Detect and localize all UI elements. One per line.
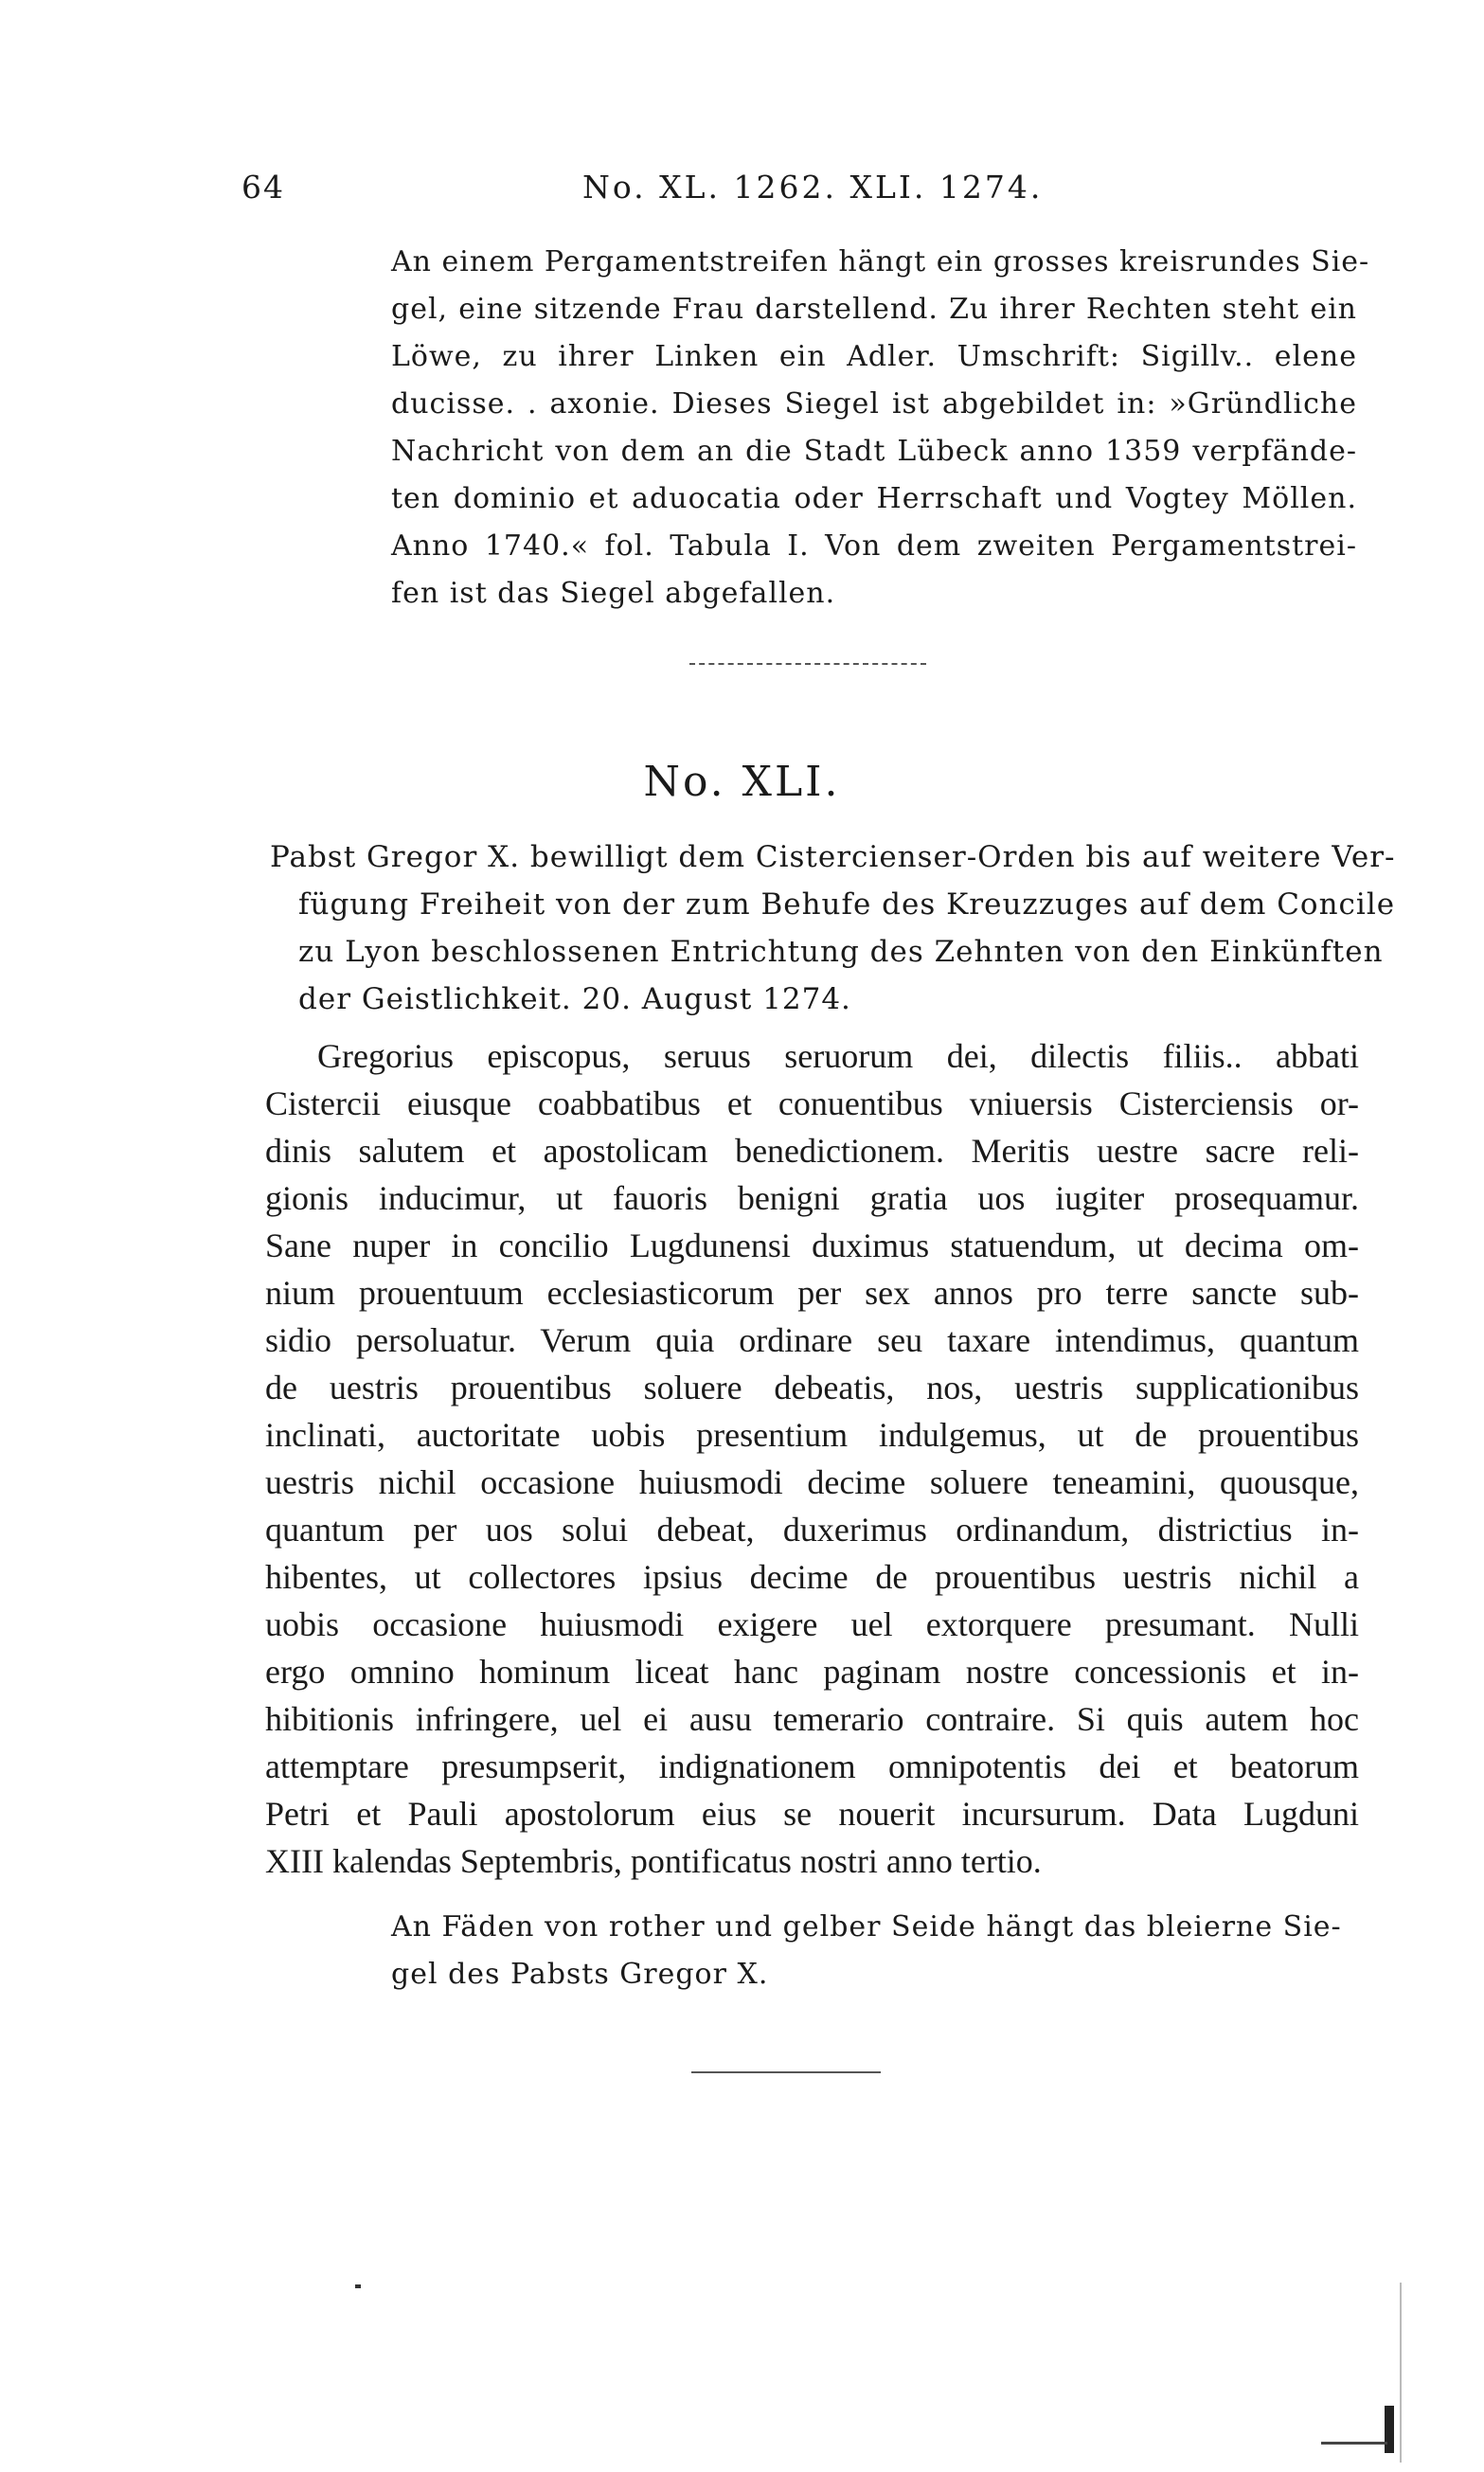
note-line: An einem Pergamentstreifen hängt ein grosses kreisrundes Sie- bbox=[391, 245, 1370, 278]
charter-line: Sane nuper in concilio Lugdunensi duximus statuendum, ut decima om- bbox=[265, 1227, 1359, 1264]
section-divider bbox=[689, 663, 926, 665]
note-line: Nachricht von dem an die Stadt Lübeck anno 1359 verpfände- bbox=[391, 435, 1357, 468]
charter-line: quantum per uos solui debeat, duxerimus ordinandum, districtius in- bbox=[265, 1511, 1359, 1549]
summary-line: zu Lyon beschlossenen Entrichtung des Zehnten von den Einkünften bbox=[298, 935, 1384, 969]
note-line: An Fäden von rother und gelber Seide hängt das bleierne Sie- bbox=[391, 1910, 1342, 1944]
end-divider bbox=[691, 2071, 881, 2073]
scan-edge-mark bbox=[1400, 2283, 1402, 2463]
seal-note-top bbox=[391, 239, 1370, 618]
charter-line: uobis occasione huiusmodi exigere uel extorquere presumant. Nulli bbox=[265, 1605, 1359, 1643]
running-head bbox=[241, 169, 1094, 216]
charter-line: de uestris prouentibus soluere debeatis, nos, uestris supplicationibus bbox=[265, 1369, 1359, 1406]
note-line: gel des Pabsts Gregor X. bbox=[391, 1958, 769, 1991]
charter-line: attemptare presumpserit, indignationem omnipotentis dei et beatorum bbox=[265, 1747, 1359, 1785]
summary-line: Pabst Gregor X. bewilligt dem Cistercienser-Orden bis auf weitere Ver- bbox=[270, 840, 1396, 874]
charter-line: sidio persoluatur. Verum quia ordinare seu taxare intendimus, quantum bbox=[265, 1321, 1359, 1359]
seal-note-bottom bbox=[391, 1904, 1342, 1998]
charter-line: Cistercii eiusque coabbatibus et conuentibus vniuersis Cisterciensis or- bbox=[265, 1084, 1359, 1122]
charter-line: XIII kalendas Septembris, pontificatus nostri anno tertio. bbox=[265, 1842, 1042, 1880]
charter-text bbox=[265, 1032, 1359, 1885]
charter-line: hibentes, ut collectores ipsius decime de prouentibus uestris nichil a bbox=[265, 1558, 1359, 1596]
summary-line: der Geistlichkeit. 20. August 1274. bbox=[298, 982, 851, 1016]
document-number: No. XLI. bbox=[643, 758, 841, 806]
charter-line: Petri et Pauli apostolorum eius se nouerit incursurum. Data Lugduni bbox=[265, 1795, 1359, 1833]
charter-line: Gregorius episcopus, seruus seruorum dei, dilectis filiis.. abbati bbox=[317, 1037, 1359, 1075]
charter-line: ergo omnino hominum liceat hanc paginam nostre concessionis et in- bbox=[265, 1653, 1359, 1691]
scan-edge-mark bbox=[1321, 2442, 1387, 2445]
page-number: 64 bbox=[241, 169, 285, 206]
charter-line: hibitionis infringere, uel ei ausu temerario contraire. Si quis autem hoc bbox=[265, 1700, 1359, 1738]
ink-speck bbox=[355, 2284, 361, 2288]
scan-edge-mark bbox=[1385, 2406, 1394, 2453]
running-head-title: No. XL. 1262. XLI. 1274. bbox=[582, 169, 1044, 206]
note-line: gel, eine sitzende Frau darstellend. Zu ihrer Rechten steht ein bbox=[391, 293, 1357, 326]
charter-line: nium prouentuum ecclesiasticorum per sex annos pro terre sancte sub- bbox=[265, 1274, 1359, 1312]
document-summary bbox=[270, 833, 1396, 1023]
note-line: ten dominio et aduocatia oder Herrschaft und Vogtey Möllen. bbox=[391, 482, 1357, 515]
note-line: ducisse. . axonie. Dieses Siegel ist abgebildet in: »Gründliche bbox=[391, 387, 1357, 421]
charter-line: uestris nichil occasione huiusmodi decime soluere teneamini, quousque, bbox=[265, 1463, 1359, 1501]
summary-line: fügung Freiheit von der zum Behufe des Kreuzzuges auf dem Concile bbox=[298, 887, 1396, 922]
charter-line: gionis inducimur, ut fauoris benigni gratia uos iugiter prosequamur. bbox=[265, 1179, 1359, 1217]
charter-line: inclinati, auctoritate uobis presentium indulgemus, ut de prouentibus bbox=[265, 1416, 1359, 1454]
charter-line: dinis salutem et apostolicam benedictionem. Meritis uestre sacre reli- bbox=[265, 1132, 1359, 1170]
note-line: fen ist das Siegel abgefallen. bbox=[391, 577, 836, 610]
note-line: Löwe, zu ihrer Linken ein Adler. Umschrift: Sigillv.. elene bbox=[391, 340, 1357, 373]
note-line: Anno 1740.« fol. Tabula I. Von dem zweiten Pergamentstrei- bbox=[391, 529, 1357, 563]
